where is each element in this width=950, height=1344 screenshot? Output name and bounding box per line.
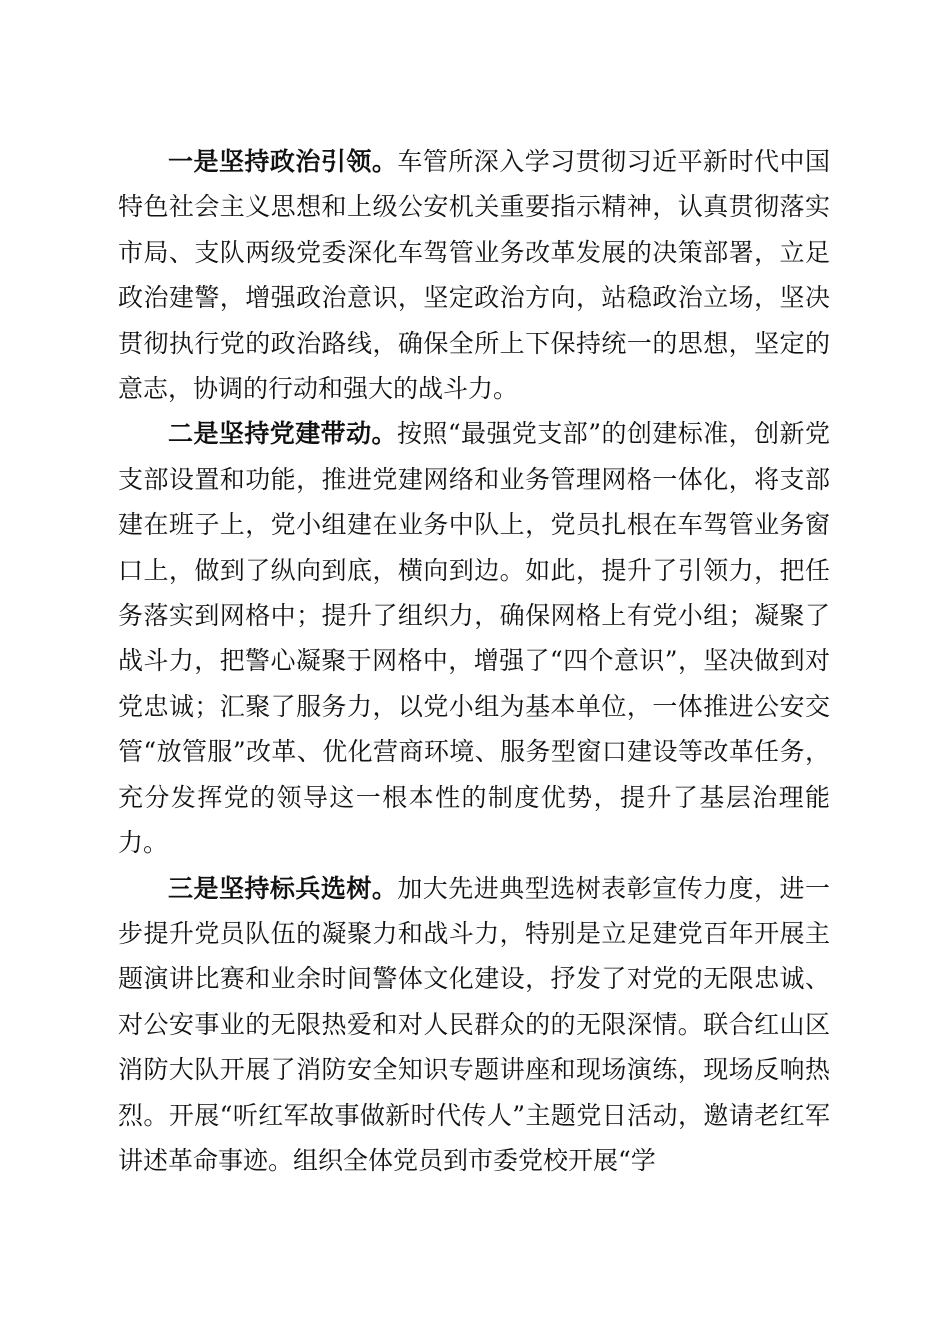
paragraph-body: 车管所深入学习贯彻习近平新时代中国特色社会主义思想和上级公安机关重要指示精神，认真贯彻落实市局、支队两级党委深化车驾管业务改革发展的决策部署，立足政治建警，增强政治意识，坚定政治方向，站稳政治立场，坚决贯彻执行党的政治路线，确保全所上下保持统一的思想，坚定的意志，协调的行动和强大的战斗力。: [118, 147, 830, 404]
paragraph-lead: 一是坚持政治引领。: [168, 147, 398, 176]
paragraph-lead: 三是坚持标兵选树。: [168, 873, 398, 903]
paragraph-body: 按照“最强党支部”的创建标准，创新党支部设置和功能，推进党建网络和业务管理网格一体化，将支部建在班子上，党小组建在业务中队上，党员扎根在车驾管业务窗口上，做到了纵向到底，横向到边。如此，提升了引领力，把任务落实到网格中；提升了组织力，确保网格上有党小组；凝聚了战斗力，把警心凝聚于网格中，增强了“四个意识”，坚决做到对党忠诚；汇聚了服务力，以党小组为基本单位，一体推进公安交管“放管服”改革、优化营商环境、服务型窗口建设等改革任务，充分发挥党的领导这一根本性的制度优势，提升了基层治理能力。: [118, 419, 830, 858]
paragraph-political-guidance: [118, 139, 830, 411]
paragraph-lead: 二是坚持党建带动。: [168, 419, 397, 449]
paragraph-model-selection: [118, 866, 830, 1184]
paragraph-body: 加大先进典型选树表彰宣传力度，进一步提升党员队伍的凝聚力和战斗力，特别是立足建党百年开展主题演讲比赛和业余时间警体文化建设，抒发了对党的无限忠诚、对公安事业的无限热爱和对人民群众的的无限深情。联合红山区消防大队开展了消防安全知识专题讲座和现场演练，现场反响热烈。开展“听红军故事做新时代传人”主题党日活动，邀请老红军讲述革命事迹。组织全体党员到市委党校开展“学: [118, 873, 830, 1175]
document-page: [118, 139, 830, 1183]
paragraph-party-building: [118, 411, 830, 865]
